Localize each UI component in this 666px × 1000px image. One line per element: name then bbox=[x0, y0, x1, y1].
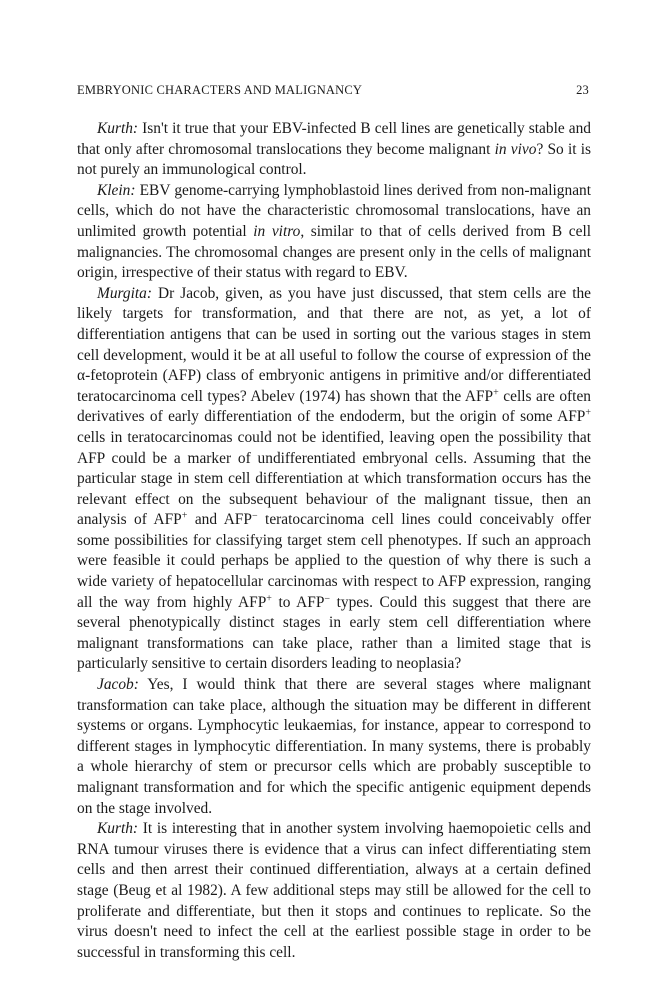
paragraph-text: , similar to that of cells derived from B cell malignancies. The chromosomal changes are present only in the cells of malignant origin, irrespective of their status with regard to EBV. bbox=[77, 222, 591, 282]
discussion-paragraph bbox=[77, 675, 591, 819]
speaker-name: Murgita: bbox=[97, 284, 153, 302]
paragraph-text: to AFP bbox=[271, 593, 325, 611]
paragraph-text: It is interesting that in another system involving haemopoietic cells and RNA tumour viruses there is evidence that a virus can infect differentiating stem cells and then arrest their continued differentiation, always at a certain defined stage (Beug et al 1982). A few additional steps may still be allowed for the cell to proliferate and differentiate, but then it stops and continues to replicate. So the virus doesn't need to infect the cell at the earliest possible stage in order to be successful in transforming this cell. bbox=[77, 820, 591, 961]
speaker-name: Kurth: bbox=[97, 120, 139, 137]
discussion-paragraph bbox=[77, 284, 591, 675]
running-title: EMBRYONIC CHARACTERS AND MALIGNANCY bbox=[77, 83, 363, 97]
discussion-paragraph bbox=[77, 119, 591, 181]
paragraph-text: Yes, I would think that there are several stages where malignant transformation can take place, although the situation may be different in different systems or organs. Lymphocytic leukaemias, for instance, appear to correspond to different stages in lymphocytic differentiation. In many systems, there is probably a whole hierarchy of stem or precursor cells which are probably susceptible to malignant transformation and for which the specific antigenic equipment depends on the stage involved. bbox=[77, 676, 591, 817]
paragraph-text: Dr Jacob, given, as you have just discussed, that stem cells are the likely targets for transformation, and that there are not, as yet, a lot of differentiation antigens that can be used in sorting out the various stages in stem cell development, would it be at all useful to follow the course of expression of the α-fetoprotein (AFP) class of embryonic antigens in primitive and/or differentiated teratocarcinoma cell types? Abelev (1974) has shown that the AFP bbox=[77, 284, 591, 405]
page-number: 23 bbox=[576, 83, 589, 97]
paragraph-text: and AFP bbox=[187, 511, 252, 529]
italic-term: in vivo bbox=[494, 140, 537, 158]
superscript: + bbox=[181, 510, 188, 522]
paragraph-text: Isn't it true that your EBV-infected B cell lines are genetically stable and that only after chromosomal translocations they become malignant bbox=[77, 120, 591, 158]
superscript: + bbox=[266, 593, 272, 605]
italic-term: in vitro bbox=[253, 222, 301, 240]
paragraph-text: cells in teratocarcinomas could not be identified, leaving open the possibility that AFP could be a marker of undifferentiated embryonal cells. Assuming that the particular stage in stem cell differentiation at which transformation occurs has the relevant effect on the subsequent behaviour of the malignant tissue, then an analysis of AFP bbox=[77, 428, 591, 529]
paragraph-text: types. Could this suggest that there are several phenotypically distinct stages in early stem cell differentiation where malignant transformations can take place, rather than a limited stage that is particularly sensitive to certain disorders leading to neoplasia? bbox=[77, 593, 591, 673]
paragraph-text: cells are often derivatives of early differentiation of the endoderm, but the origin of some AFP bbox=[77, 387, 591, 426]
superscript: + bbox=[493, 387, 499, 399]
discussion-body bbox=[77, 119, 591, 963]
discussion-paragraph bbox=[77, 181, 591, 284]
superscript: − bbox=[324, 593, 331, 605]
paragraph-text: ? So it is not purely an immunological control. bbox=[77, 140, 592, 179]
paragraph-text: EBV genome-carrying lymphoblastoid lines derived from non-malignant cells, which do not have the characteristic chromosomal translocations, have an unlimited growth potential bbox=[77, 181, 591, 240]
speaker-name: Klein: bbox=[97, 181, 136, 199]
paragraph-text: teratocarcinoma cell lines could conceivably offer some possibilities for classifying target stem cell phenotypes. If such an approach were feasible it could perhaps be applied to the question of why there is such a wide variety of hepatocellular carcinomas with respect to AFP expression, ranging all the way from highly AFP bbox=[77, 511, 591, 611]
speaker-name: Jacob: bbox=[97, 676, 139, 694]
superscript: − bbox=[251, 510, 258, 522]
speaker-name: Kurth: bbox=[97, 820, 139, 838]
superscript: + bbox=[585, 407, 591, 419]
discussion-paragraph bbox=[77, 819, 591, 963]
